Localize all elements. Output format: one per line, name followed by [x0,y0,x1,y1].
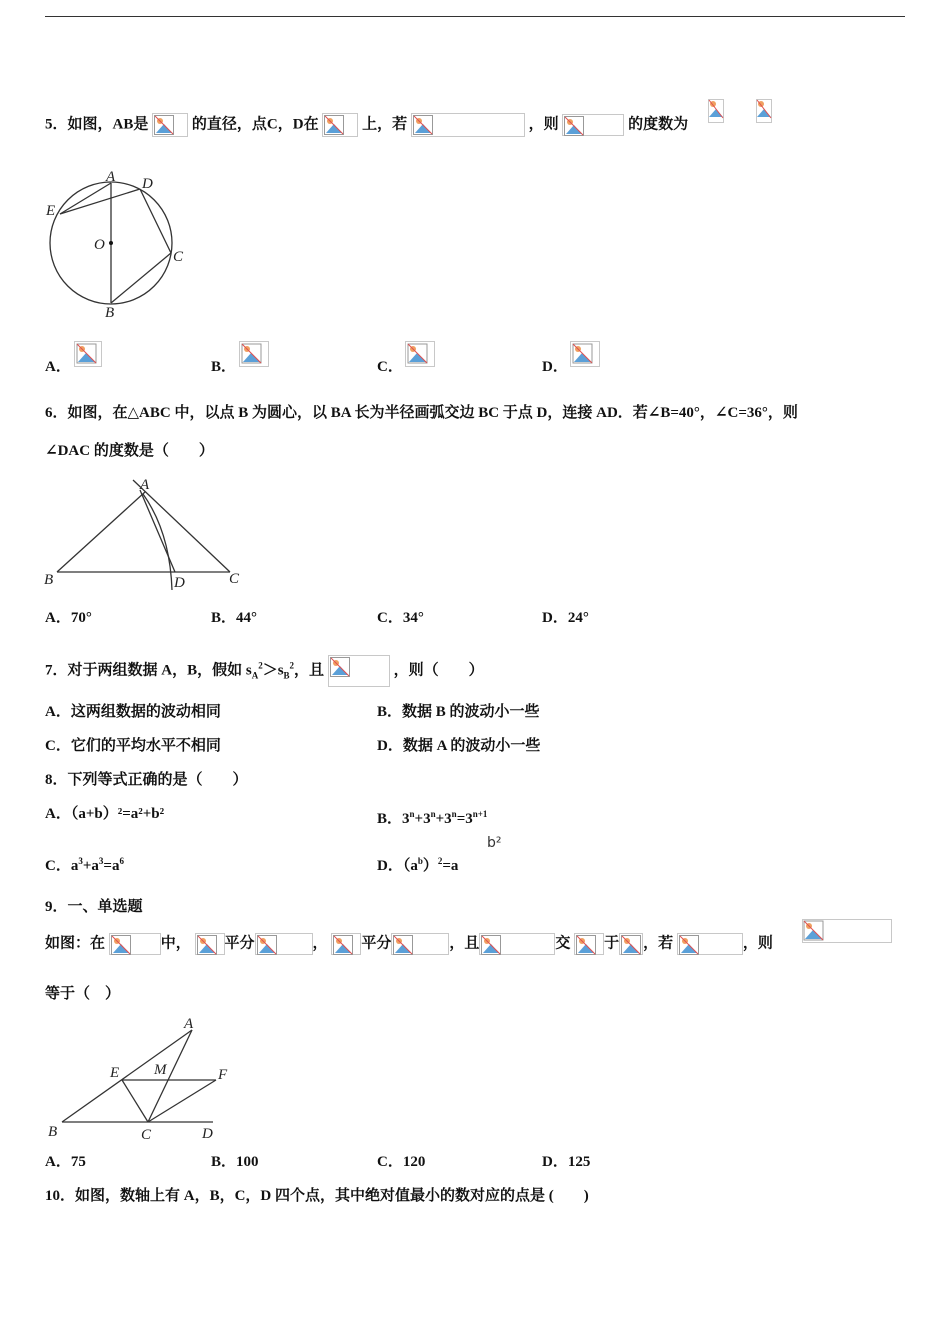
broken-image-icon [756,99,772,128]
q7-text: ，则（ ） [393,662,484,679]
q5-text: 的度数为 [628,116,689,133]
q7-text: ，且 [294,662,325,679]
q7-text: 2 [258,660,263,671]
q8-text: 6 [119,856,124,866]
q6-option-b[interactable]: B．44° [211,610,258,626]
option-label: A． [45,359,71,375]
fig-label: C [173,249,184,265]
broken-image-icon [328,655,390,687]
fig-label: B [48,1124,58,1140]
broken-image-icon [152,113,188,137]
q6-option-c[interactable]: C．34° [377,610,424,626]
broken-image-icon [322,113,358,137]
q8-option-b[interactable] [377,804,487,829]
fig-label: C [229,571,240,587]
q8-formula-image: b² [487,835,502,851]
broken-image-icon [109,933,161,955]
q8-stem: 8．下列等式正确的是（ ） [45,772,248,788]
q8-text: ） [422,858,438,874]
q5-text: 5．如图， [45,116,113,133]
fig-label: D [174,575,185,591]
q9-title: 9．一、单选题 [45,899,143,915]
fig-label: E [110,1065,120,1081]
q8-text: n [451,809,457,819]
broken-image-icon [239,341,269,372]
broken-image-icon [255,933,313,955]
q8-text: 3 [98,856,104,866]
broken-image-icon [574,933,604,955]
fig-label: C [141,1127,152,1143]
broken-image-icon [331,933,361,955]
q8-text: D．（a [377,858,418,874]
fig-label: B [105,305,115,321]
q7-stem [45,655,484,687]
q6-stem-line2: ∠DAC 的度数是（ ） [45,443,214,459]
q9-text: 平分 [361,935,392,952]
fig-label: B [44,572,54,588]
broken-image-icon [802,919,892,948]
q8-text: 3 [78,856,83,866]
option-label: C． [377,359,403,375]
q5-text: AB [112,116,134,133]
option-label: B． [211,359,237,375]
q8-text: n+1 [472,809,488,819]
option-label: D． [542,359,568,375]
q9-text: 于 [604,935,620,952]
q7-option-d[interactable]: D．数据 A 的波动小一些 [377,738,541,754]
fig-label: D [202,1126,213,1142]
q6-option-d[interactable]: D．24° [542,610,589,626]
q9-text: ， [312,935,328,952]
broken-image-icon [562,114,624,136]
q9-text: 中， [160,935,191,952]
q5-text: 上，若 [362,116,408,133]
q5-text: 的直径，点 [191,116,267,133]
q5-option-d[interactable] [542,357,568,377]
q5-option-a[interactable] [45,357,71,377]
q9-text: ，若 [643,935,674,952]
q8-option-d[interactable] [377,851,458,876]
q7-option-b[interactable]: B．数据 B 的波动小一些 [377,704,540,720]
q7-option-c[interactable]: C．它们的平均水平不相同 [45,738,221,754]
q8-text: B．3 [377,811,410,827]
broken-image-icon [74,341,102,372]
fig-label: O [94,237,105,253]
fig-label: A [140,477,150,493]
q5-text: ，则 [528,116,559,133]
q9-option-c[interactable]: C．120 [377,1154,426,1170]
q9-option-b[interactable]: B．100 [211,1154,259,1170]
q8-text: +3 [435,811,452,827]
broken-image-icon [479,933,555,955]
fig-label: A [184,1016,194,1032]
broken-image-icon [708,99,724,128]
q9-option-a[interactable]: A．75 [45,1154,86,1170]
fig-label: M [154,1062,167,1078]
q9-text: ，则 [742,935,773,952]
q9-text: 交 [555,935,571,952]
broken-image-icon [391,933,449,955]
q8-text: n [409,809,415,819]
q6-option-a[interactable]: A．70° [45,610,92,626]
fig-label: E [46,203,56,219]
q7-text: A [251,670,259,681]
broken-image-icon [195,933,225,955]
q9-text: 如图：在 [45,935,106,952]
top-rule [45,16,905,17]
broken-image-icon [677,933,743,955]
broken-image-icon [405,341,435,372]
q10-stem: 10．如图，数轴上有 A，B，C，D 四个点，其中绝对值最小的数对应的点是 ( ) [45,1188,589,1204]
q7-text: B [283,670,290,681]
q8-option-c[interactable] [45,851,124,876]
q5-option-c[interactable] [377,357,403,377]
q5-stem [45,113,688,137]
q8-text: =3 [456,811,473,827]
q7-option-a[interactable]: A．这两组数据的波动相同 [45,704,221,720]
q8-text: =a [442,858,459,874]
q8-option-a[interactable]: A．（a+b）²=a²+b² [45,806,165,822]
q7-text: 2 [289,660,295,671]
q9-stem-line2: 等于（ ） [45,986,121,1002]
q8-text: C．a [45,858,79,874]
fig-label: D [142,176,153,192]
q8-text: =a [103,858,120,874]
q8-text: b [417,856,423,866]
q5-circle-figure [40,165,200,325]
q6-triangle-figure [40,472,250,596]
q5-text: C，D [266,116,304,133]
q9-stem [45,933,773,955]
broken-image-icon [619,933,643,955]
q8-text: n [430,809,436,819]
fig-label: A [106,169,116,185]
q9-text: 平分 [224,935,255,952]
q5-option-b[interactable] [211,357,236,377]
q8-text: +3 [414,811,431,827]
q5-text: 在 [303,116,319,133]
broken-image-icon [411,113,525,137]
q9-parallel-figure [40,1012,240,1144]
q8-text: +a [82,858,99,874]
q7-text: ＞s [262,662,284,679]
q9-option-d[interactable]: D．125 [542,1154,591,1170]
q5-text: 是 [133,116,149,133]
broken-image-icon [570,341,600,372]
fig-label: F [218,1067,228,1083]
q7-text: 7．对于两组数据 A，B，假如 s [45,662,252,679]
q6-stem-line1: 6．如图，在△ABC 中，以点 B 为圆心，以 BA 长为半径画弧交边 BC 于点 D，连接 AD．若∠B=40°，∠C=36°，则 [45,405,798,421]
q8-text: 2 [437,856,443,866]
q9-text: ，且 [449,935,480,952]
